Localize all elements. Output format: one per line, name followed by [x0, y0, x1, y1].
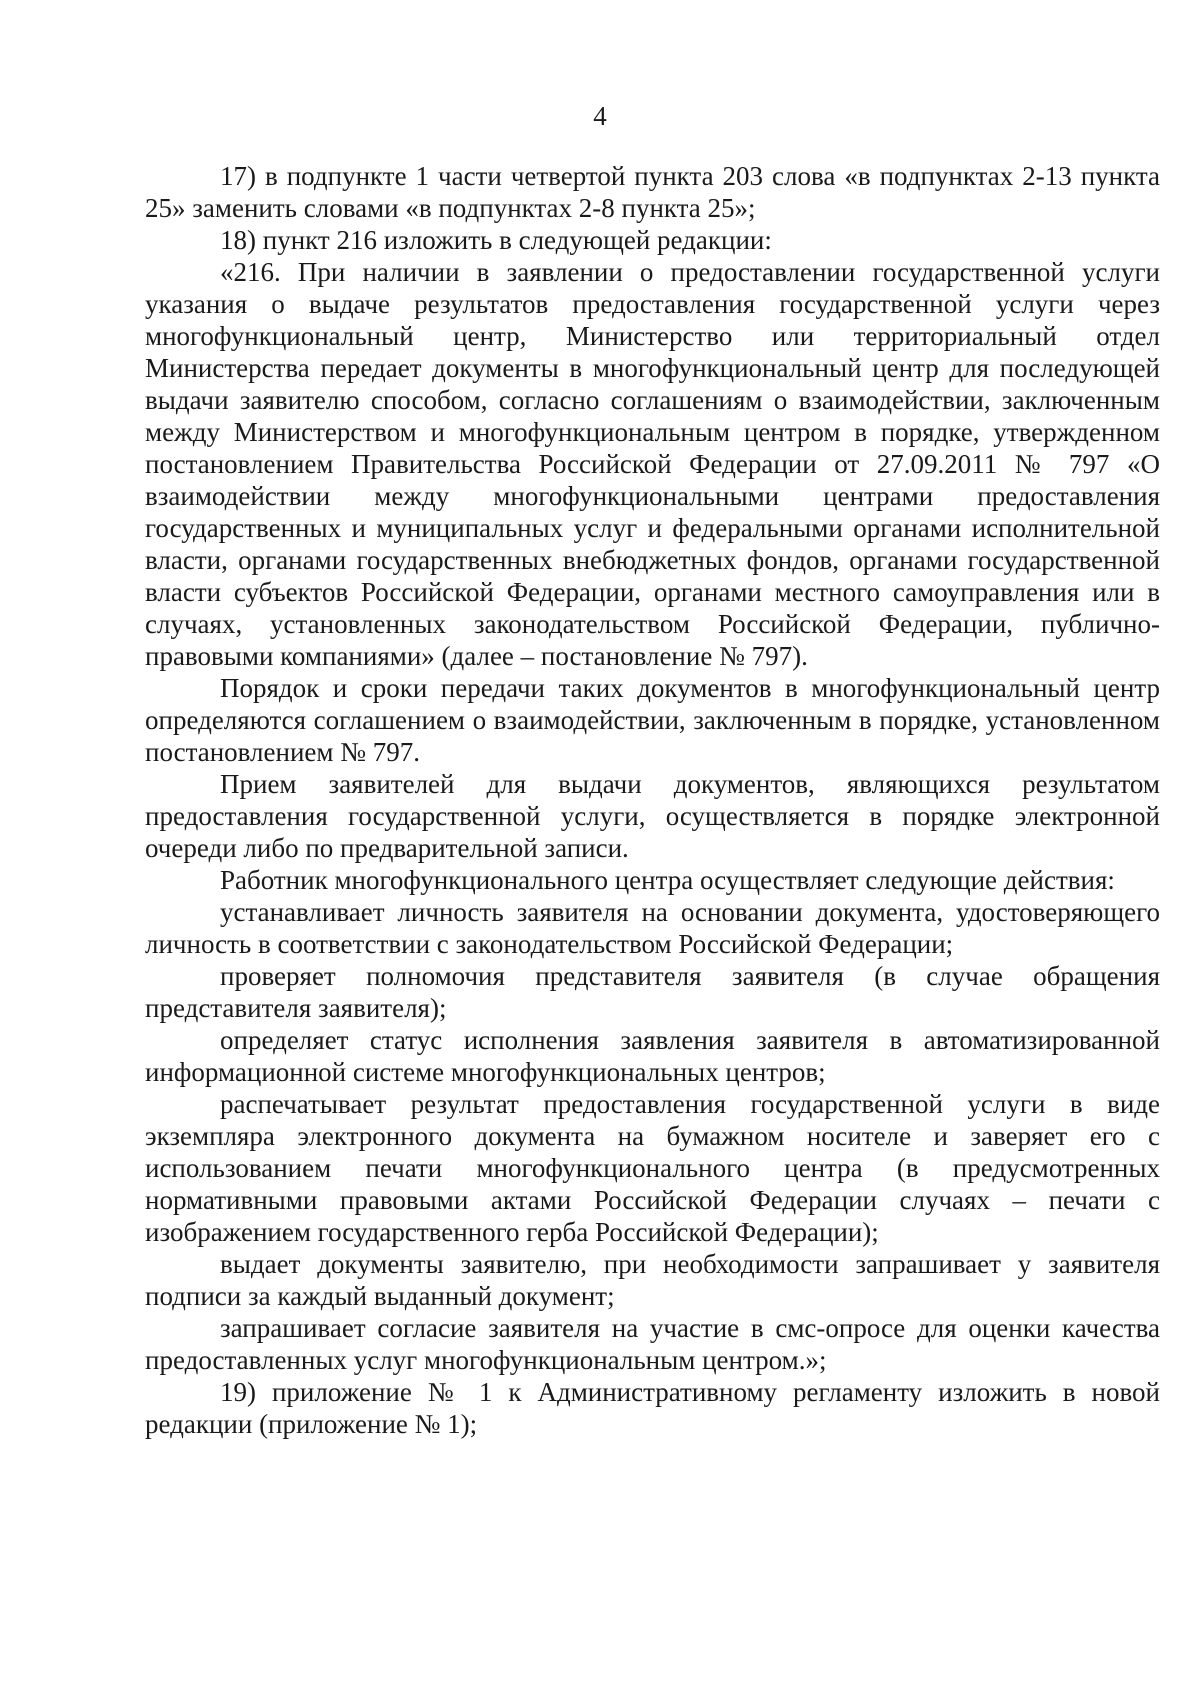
- paragraph-action-authority: проверяет полномочия представителя заявителя (в случае обращения представителя заявителя);: [145, 961, 1160, 1023]
- paragraph-item-19: 19) приложение № 1 к Административному регламенту изложить в новой редакции (приложение № 1);: [145, 1377, 1160, 1439]
- paragraph-action-print: распечатывает результат предоставления государственной услуги в виде экземпляра электронного документа на бумажном носителе и заверяет его с использованием печати многофункционального центра (в предусмотренных нормативными правовыми актами Российской Федерации случаях – печати с изображением государственного герба Российской Федерации);: [145, 1089, 1160, 1247]
- paragraph-action-identity: устанавливает личность заявителя на основании документа, удостоверяющего личность в соответствии с законодательством Российской Федерации;: [145, 897, 1160, 959]
- paragraph-action-status: определяет статус исполнения заявления заявителя в автоматизированной информационной системе многофункциональных центров;: [145, 1025, 1160, 1087]
- paragraph-action-survey: запрашивает согласие заявителя на участие в смс-опросе для оценки качества предоставленных услуг многофункциональным центром.»;: [145, 1313, 1160, 1375]
- paragraph-applicant-reception: Прием заявителей для выдачи документов, являющихся результатом предоставления государственной услуги, осуществляется в порядке электронной очереди либо по предварительной записи.: [145, 769, 1160, 863]
- paragraph-action-issue: выдает документы заявителю, при необходимости запрашивает у заявителя подписи за каждый выданный документ;: [145, 1249, 1160, 1311]
- paragraph-item-17: 17) в подпункте 1 части четвертой пункта 203 слова «в подпунктах 2-13 пункта 25» заменить словами «в подпунктах 2-8 пункта 25»;: [145, 161, 1160, 223]
- document-body: [145, 160, 1160, 1440]
- paragraph-item-18: 18) пункт 216 изложить в следующей редакции:: [220, 225, 772, 255]
- paragraph-worker-actions: Работник многофункционального центра осуществляет следующие действия:: [220, 865, 1115, 895]
- paragraph-clause-216: «216. При наличии в заявлении о предоставлении государственной услуги указания о выдаче результатов предоставления государственной услуги через многофункциональный центр, Министерство или территориальный отдел Министерства передает документы в многофункциональный центр для последующей выдачи заявителю способом, согласно соглашениям о взаимодействии, заключенным между Министерством и многофункциональным центром в порядке, утвержденном постановлением Правительства Российской Федерации от 27.09.2011 № 797 «О взаимодействии между многофункциональными центрами предоставления государственных и муниципальных услуг и федеральными органами исполнительной власти, органами государственных внебюджетных фондов, органами государственной власти субъектов Российской Федерации, органами местного самоуправления или в случаях, установленных законодательством Российской Федерации, публично-правовыми компаниями» (далее – постановление № 797).: [145, 257, 1160, 671]
- paragraph-transfer-terms: Порядок и сроки передачи таких документов в многофункциональный центр определяются соглашением о взаимодействии, заключенным в порядке, установленном постановлением № 797.: [145, 673, 1160, 767]
- page-number: 4: [593, 101, 607, 131]
